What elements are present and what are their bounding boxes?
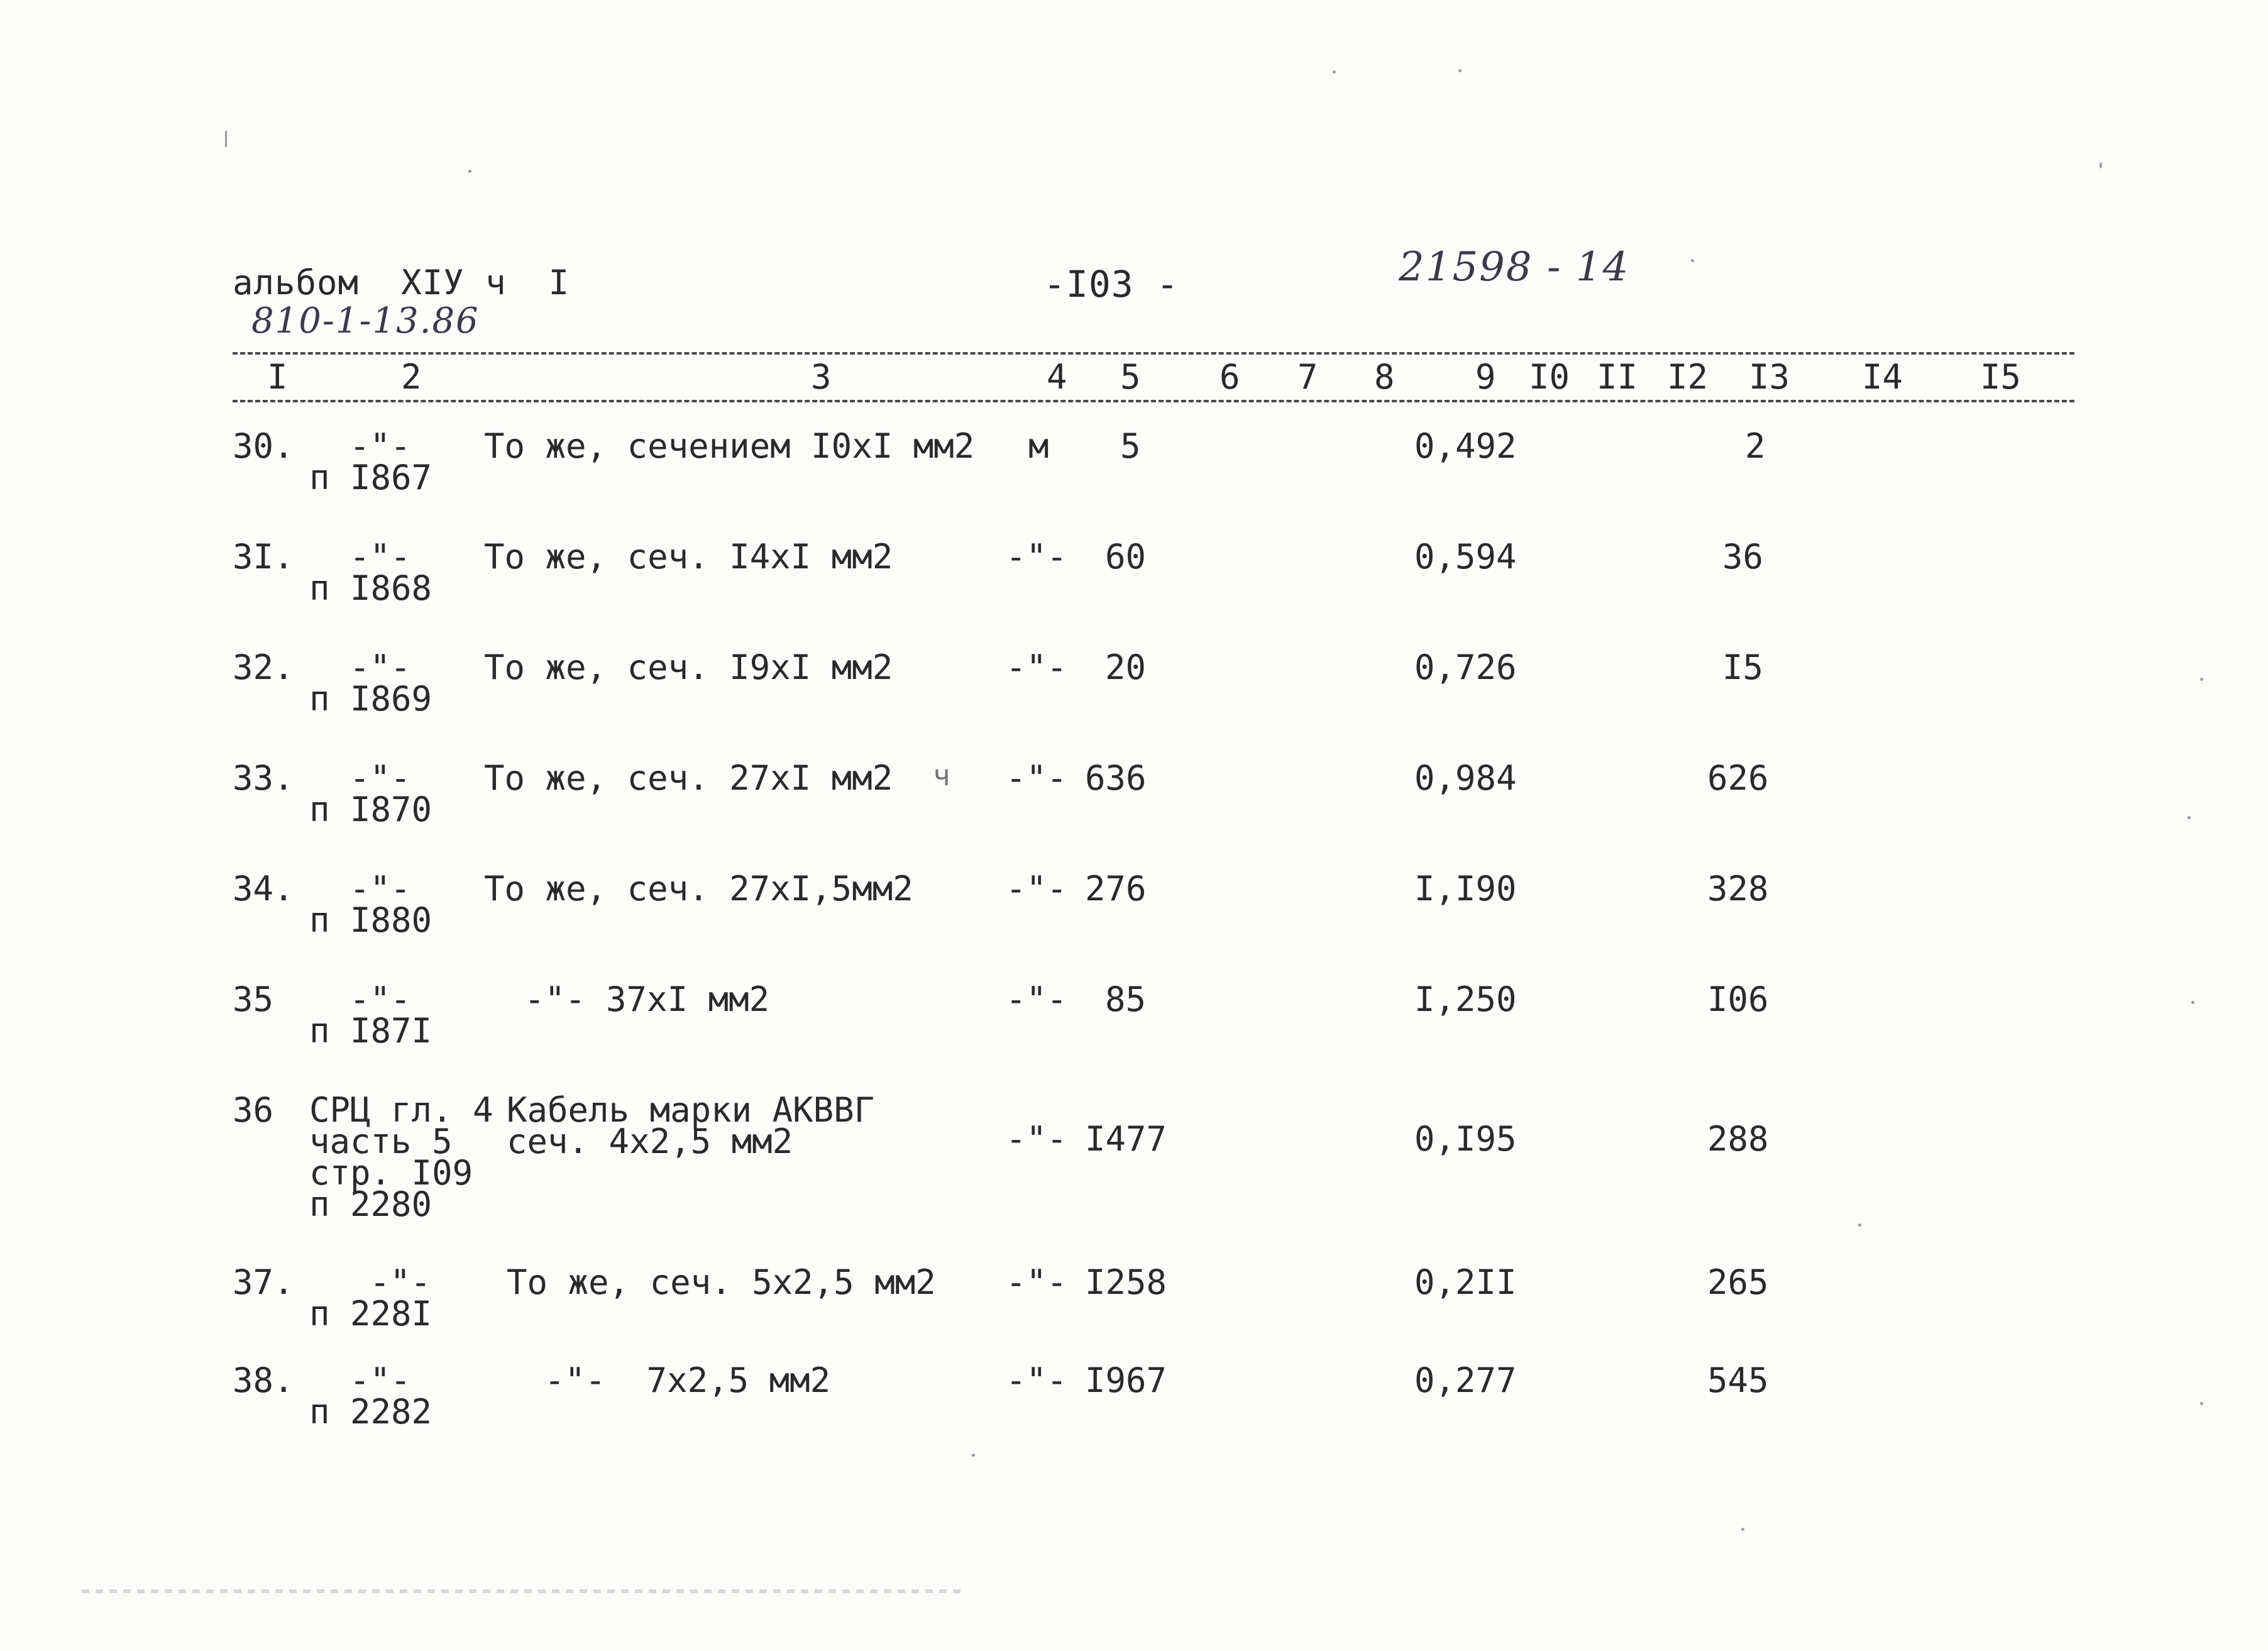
column-number: II bbox=[1597, 357, 1638, 397]
reference-ditto: -"- bbox=[350, 426, 411, 466]
unit: -"- bbox=[1006, 537, 1067, 577]
reference-ditto: -"- bbox=[350, 648, 411, 687]
quantity: 5 bbox=[1120, 426, 1141, 466]
unit-price: 0,726 bbox=[1414, 648, 1517, 687]
reference-ditto: -"- bbox=[350, 537, 411, 577]
total: 2 bbox=[1745, 426, 1766, 466]
reference-item: п I870 bbox=[309, 790, 432, 829]
unit: -"- bbox=[1006, 869, 1067, 908]
reference-item: п 228I bbox=[309, 1294, 432, 1334]
row-number: 37. bbox=[233, 1262, 294, 1302]
column-number: I5 bbox=[1980, 357, 2022, 397]
column-number: I0 bbox=[1529, 357, 1570, 397]
quantity: I477 bbox=[1085, 1119, 1167, 1159]
total: 626 bbox=[1707, 758, 1769, 798]
scan-speck bbox=[225, 131, 227, 147]
description: То же, сеч. 27хI,5мм2 bbox=[484, 869, 913, 908]
reference-ditto: -"- bbox=[350, 758, 411, 798]
reference-item: п I867 bbox=[309, 458, 432, 497]
scan-speck bbox=[1333, 70, 1336, 74]
unit: -"- bbox=[1006, 758, 1067, 798]
handwritten-document-number: 21598 - 14 bbox=[1399, 244, 1630, 290]
scan-speck bbox=[1741, 1528, 1744, 1531]
row-number: 3I. bbox=[233, 537, 294, 577]
total: I06 bbox=[1707, 980, 1769, 1019]
row-number: 30. bbox=[233, 426, 294, 466]
unit-price: I,250 bbox=[1414, 980, 1517, 1019]
quantity: 85 bbox=[1105, 980, 1147, 1019]
unit-price: 0,492 bbox=[1414, 426, 1517, 466]
row-number: 38. bbox=[233, 1361, 294, 1400]
row-number: 33. bbox=[233, 758, 294, 798]
quantity: 20 bbox=[1105, 648, 1147, 687]
total: 328 bbox=[1707, 869, 1769, 908]
handwritten-code: 810-1-13.86 bbox=[251, 301, 480, 341]
column-number: I4 bbox=[1862, 357, 1903, 397]
unit-price: 0,I95 bbox=[1414, 1119, 1517, 1159]
row-number: 36 bbox=[233, 1090, 274, 1130]
reference-ditto: -"- bbox=[350, 869, 411, 908]
reference-ditto: -"- bbox=[350, 1361, 411, 1400]
quantity: 636 bbox=[1085, 758, 1147, 798]
unit-price: I,I90 bbox=[1414, 869, 1517, 908]
unit: -"- bbox=[1006, 980, 1067, 1019]
scan-speck bbox=[1691, 259, 1694, 262]
description: Кабель марки АКВВГ bbox=[507, 1090, 875, 1130]
unit-price: 0,594 bbox=[1414, 537, 1517, 577]
scan-speck bbox=[2200, 678, 2203, 681]
reference-item: п 2280 bbox=[309, 1184, 432, 1224]
quantity: I258 bbox=[1085, 1262, 1167, 1302]
scan-speck bbox=[2191, 1001, 2194, 1004]
description: -"- 7х2,5 мм2 bbox=[544, 1361, 831, 1400]
reference-source: СРЦ гл. 4 bbox=[309, 1090, 493, 1130]
scan-speck bbox=[1858, 1223, 1861, 1227]
reference-item: п 2282 bbox=[309, 1392, 432, 1432]
margin-mark: ч bbox=[933, 758, 950, 792]
description-line-2: сеч. 4х2,5 мм2 bbox=[507, 1122, 793, 1161]
total: 545 bbox=[1707, 1361, 1769, 1400]
unit: -"- bbox=[1006, 1119, 1067, 1159]
quantity: 276 bbox=[1085, 869, 1147, 908]
header-rule-top bbox=[233, 352, 2074, 355]
total: 265 bbox=[1707, 1262, 1769, 1302]
quantity: 60 bbox=[1105, 537, 1147, 577]
reference-item: п I880 bbox=[309, 900, 432, 940]
reference-item: п I869 bbox=[309, 679, 432, 719]
reference-page: стр. I09 bbox=[309, 1153, 473, 1193]
description: То же, сеч. I9хI мм2 bbox=[484, 648, 893, 687]
reference-ditto: -"- bbox=[370, 1262, 431, 1302]
total: 36 bbox=[1722, 537, 1764, 577]
header-rule-bottom bbox=[233, 400, 2074, 402]
unit-price: 0,2II bbox=[1414, 1262, 1517, 1302]
row-number: 35 bbox=[233, 980, 274, 1019]
page-number: -I03 - bbox=[1043, 263, 1179, 306]
column-number: I3 bbox=[1749, 357, 1790, 397]
total: 288 bbox=[1707, 1119, 1769, 1159]
reference-item: п I87I bbox=[309, 1011, 432, 1051]
column-number: 6 bbox=[1219, 357, 1240, 397]
description: То же, сечением I0хI мм2 bbox=[484, 426, 975, 466]
reference-item: п I868 bbox=[309, 568, 432, 608]
column-number: 5 bbox=[1120, 357, 1141, 397]
unit: -"- bbox=[1006, 1262, 1067, 1302]
column-number: I bbox=[267, 357, 288, 397]
reference-part: часть 5 bbox=[309, 1122, 453, 1161]
reference-ditto: -"- bbox=[350, 980, 411, 1019]
unit: -"- bbox=[1006, 1361, 1067, 1400]
column-number: 4 bbox=[1047, 357, 1067, 397]
quantity: I967 bbox=[1085, 1361, 1167, 1400]
scan-speck bbox=[2200, 1402, 2203, 1405]
scan-speck bbox=[2188, 816, 2191, 819]
unit: -"- bbox=[1006, 648, 1067, 687]
column-number: 9 bbox=[1475, 357, 1496, 397]
total: I5 bbox=[1722, 648, 1764, 687]
scan-speck bbox=[468, 170, 471, 173]
description: То же, сеч. I4хI мм2 bbox=[484, 537, 893, 577]
description: То же, сеч. 5х2,5 мм2 bbox=[507, 1262, 936, 1302]
scan-noise-line bbox=[82, 1589, 962, 1593]
scan-speck bbox=[2100, 162, 2102, 168]
scan-speck bbox=[1458, 69, 1462, 72]
column-number: 2 bbox=[401, 357, 422, 397]
album-title: альбом ХIУ ч I bbox=[233, 263, 570, 302]
description: То же, сеч. 27хI мм2 bbox=[484, 758, 893, 798]
row-number: 32. bbox=[233, 648, 294, 687]
description: -"- 37хI мм2 bbox=[524, 980, 770, 1019]
unit-price: 0,984 bbox=[1414, 758, 1517, 798]
column-number: 8 bbox=[1374, 357, 1395, 397]
scan-speck bbox=[972, 1454, 975, 1457]
column-number: 7 bbox=[1297, 357, 1318, 397]
unit-price: 0,277 bbox=[1414, 1361, 1517, 1400]
column-number: 3 bbox=[811, 357, 832, 397]
column-number: I2 bbox=[1667, 357, 1709, 397]
unit: м bbox=[1028, 426, 1049, 466]
row-number: 34. bbox=[233, 869, 294, 908]
